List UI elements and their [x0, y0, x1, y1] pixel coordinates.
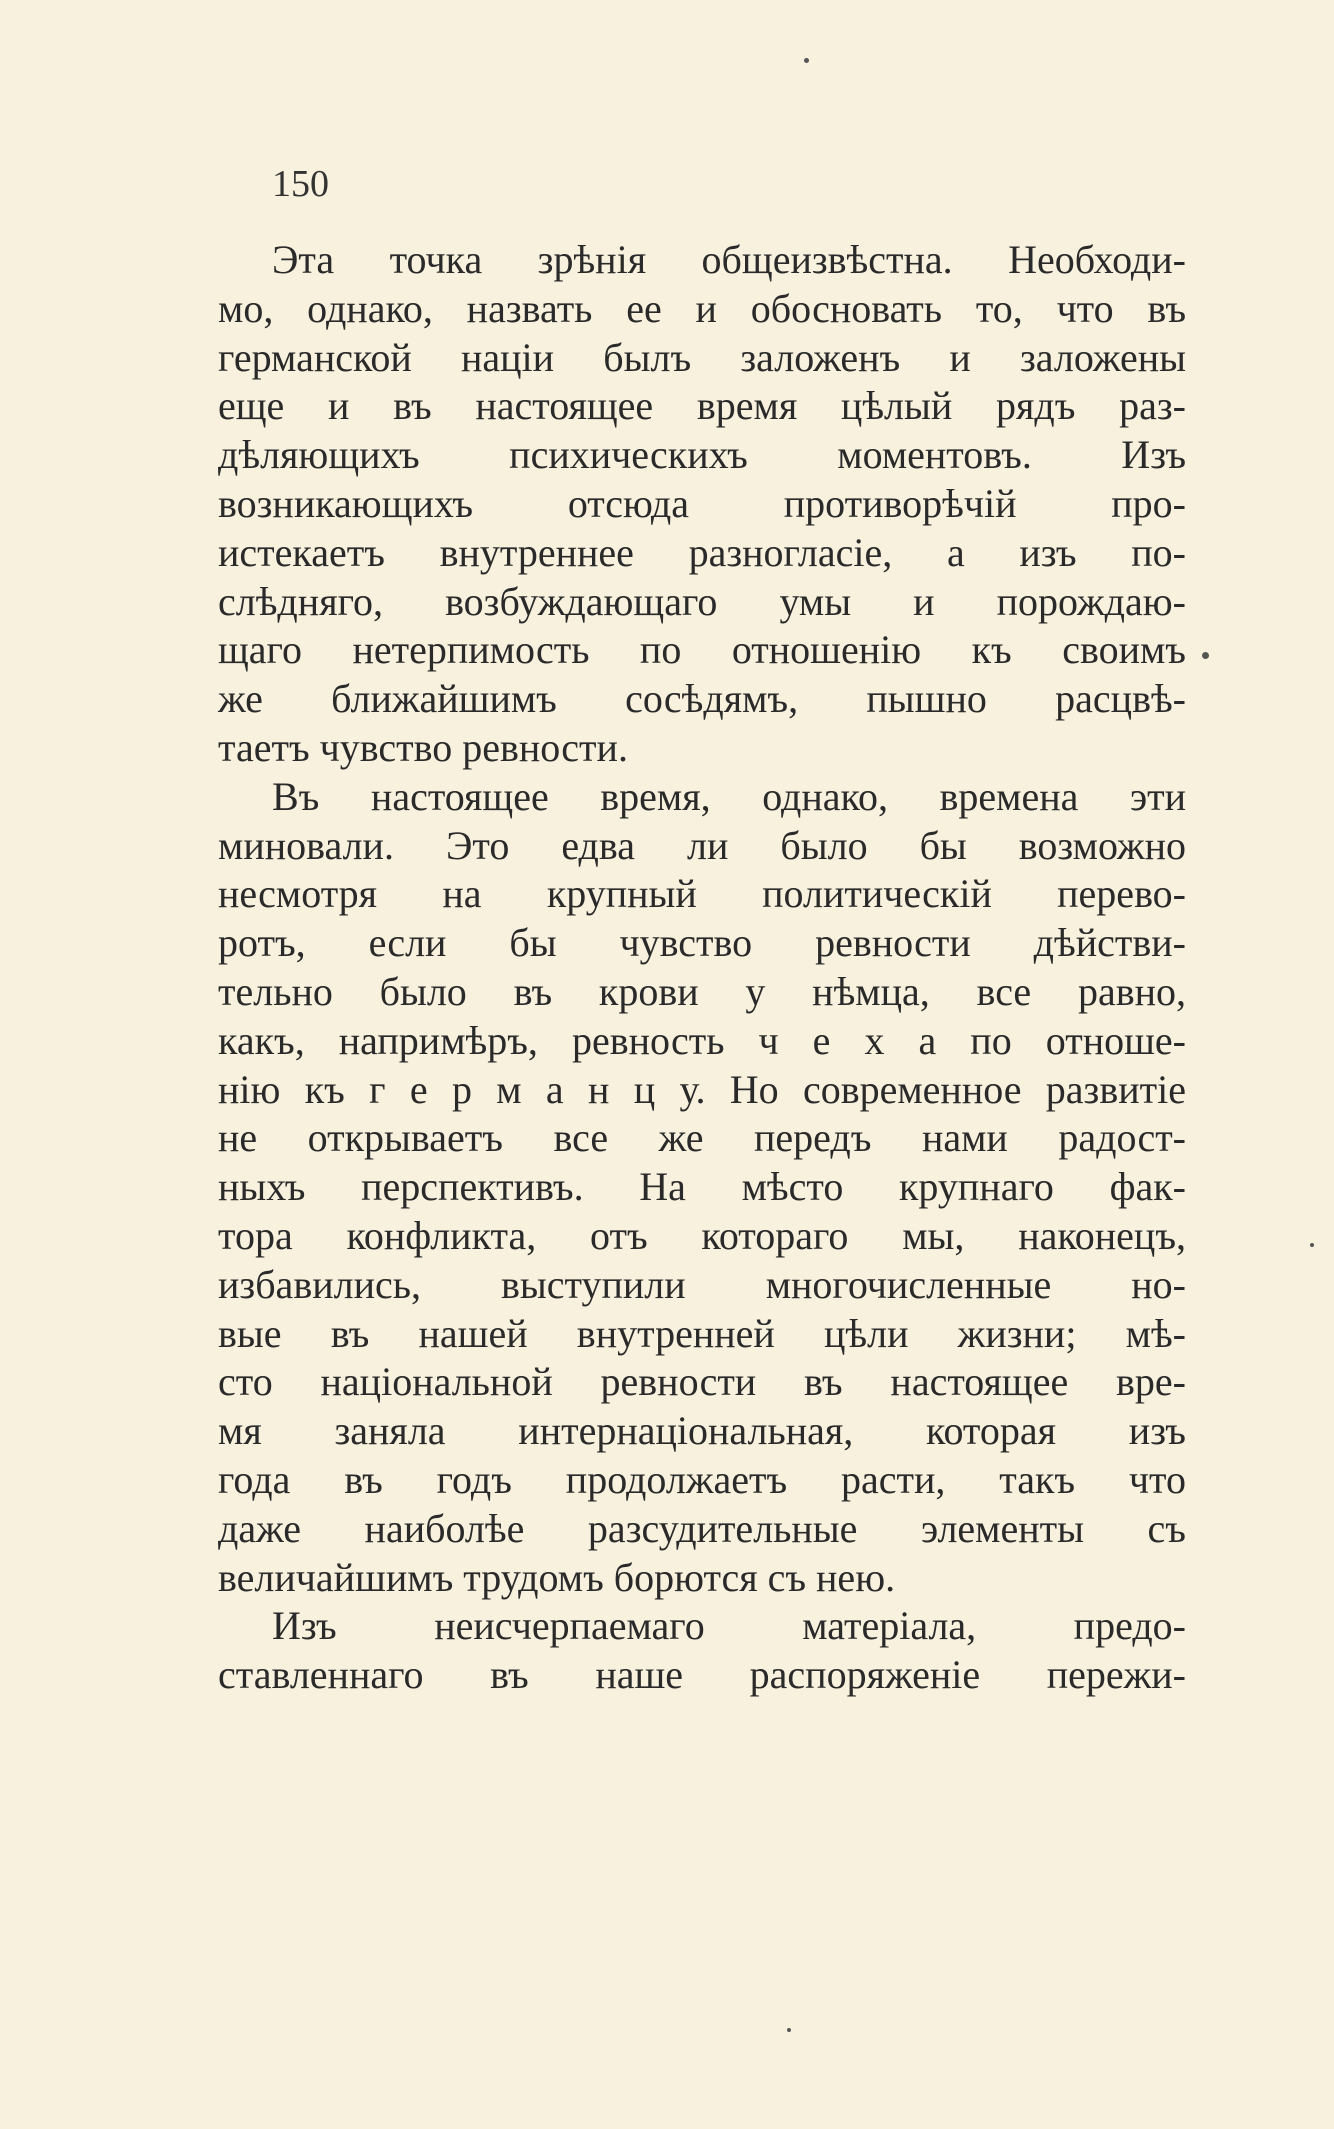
text-line: нію къ г е р м а н ц у. Но современное развитіе [218, 1066, 1186, 1112]
text-line: ставленнаго въ наше распоряженіе пережи- [218, 1652, 1186, 1698]
text-line: величайшимъ трудомъ борются съ нею. [218, 1554, 896, 1600]
text-line: тора конфликта, отъ котораго мы, наконецъ, [218, 1212, 1186, 1258]
text-line: мо, однако, назвать ее и обосновать то, что въ [218, 285, 1186, 331]
text-line: слѣдняго, возбуждающаго умы и порождаю- [218, 578, 1186, 624]
print-speck [787, 2028, 791, 2032]
text-line: еще и въ настоящее время цѣлый рядъ раз- [218, 383, 1186, 429]
text-line: дѣляющихъ психическихъ моментовъ. Изъ [218, 432, 1186, 478]
text-line: ротъ, если бы чувство ревности дѣйстви- [218, 920, 1186, 966]
text-line: даже наиболѣе разсудительные элементы съ [218, 1505, 1186, 1551]
text-line: же ближайшимъ сосѣдямъ, пышно расцвѣ- [218, 676, 1186, 722]
text-line: щаго нетерпимость по отношенію къ своимъ [218, 627, 1186, 673]
page-number: 150 [272, 163, 329, 205]
text-line: несмотря на крупный политическій перево- [218, 871, 1186, 917]
paragraph [218, 773, 1186, 1603]
paragraph [218, 1602, 1186, 1700]
text-line: мя заняла интернаціональная, которая изъ [218, 1408, 1186, 1454]
text-line: Эта точка зрѣнія общеизвѣстна. Необходи- [272, 237, 1186, 282]
text-line: года въ годъ продолжаетъ расти, такъ что [218, 1456, 1186, 1502]
body-text [218, 236, 1186, 1700]
text-line: вые въ нашей внутренней цѣли жизни; мѣ- [218, 1310, 1186, 1356]
text-line: германской націи былъ заложенъ и заложены [218, 334, 1186, 380]
text-line: избавились, выступили многочисленные но- [218, 1261, 1186, 1307]
text-line: сто національной ревности въ настоящее вре- [218, 1359, 1186, 1405]
text-line: таетъ чувство ревности. [218, 724, 628, 770]
text-line: возникающихъ отсюда противорѣчій про- [218, 480, 1186, 526]
text-line: не открываетъ все же передъ нами радост- [218, 1115, 1186, 1161]
text-line: тельно было въ крови у нѣмца, все равно, [218, 968, 1186, 1014]
text-line: ныхъ перспективъ. На мѣсто крупнаго фак- [218, 1164, 1186, 1210]
print-speck [1310, 1243, 1314, 1247]
text-line: Въ настоящее время, однако, времена эти [272, 773, 1186, 819]
paragraph [218, 236, 1186, 773]
text-line: миновали. Это едва ли было бы возможно [218, 822, 1186, 868]
print-speck [1202, 652, 1209, 659]
text-line: какъ, напримѣръ, ревность ч е х а по отноше- [218, 1017, 1186, 1063]
text-line: истекаетъ внутреннее разногласіе, а изъ по- [218, 529, 1186, 575]
text-line: Изъ неисчерпаемаго матеріала, предо- [272, 1603, 1186, 1649]
print-speck [804, 58, 809, 63]
